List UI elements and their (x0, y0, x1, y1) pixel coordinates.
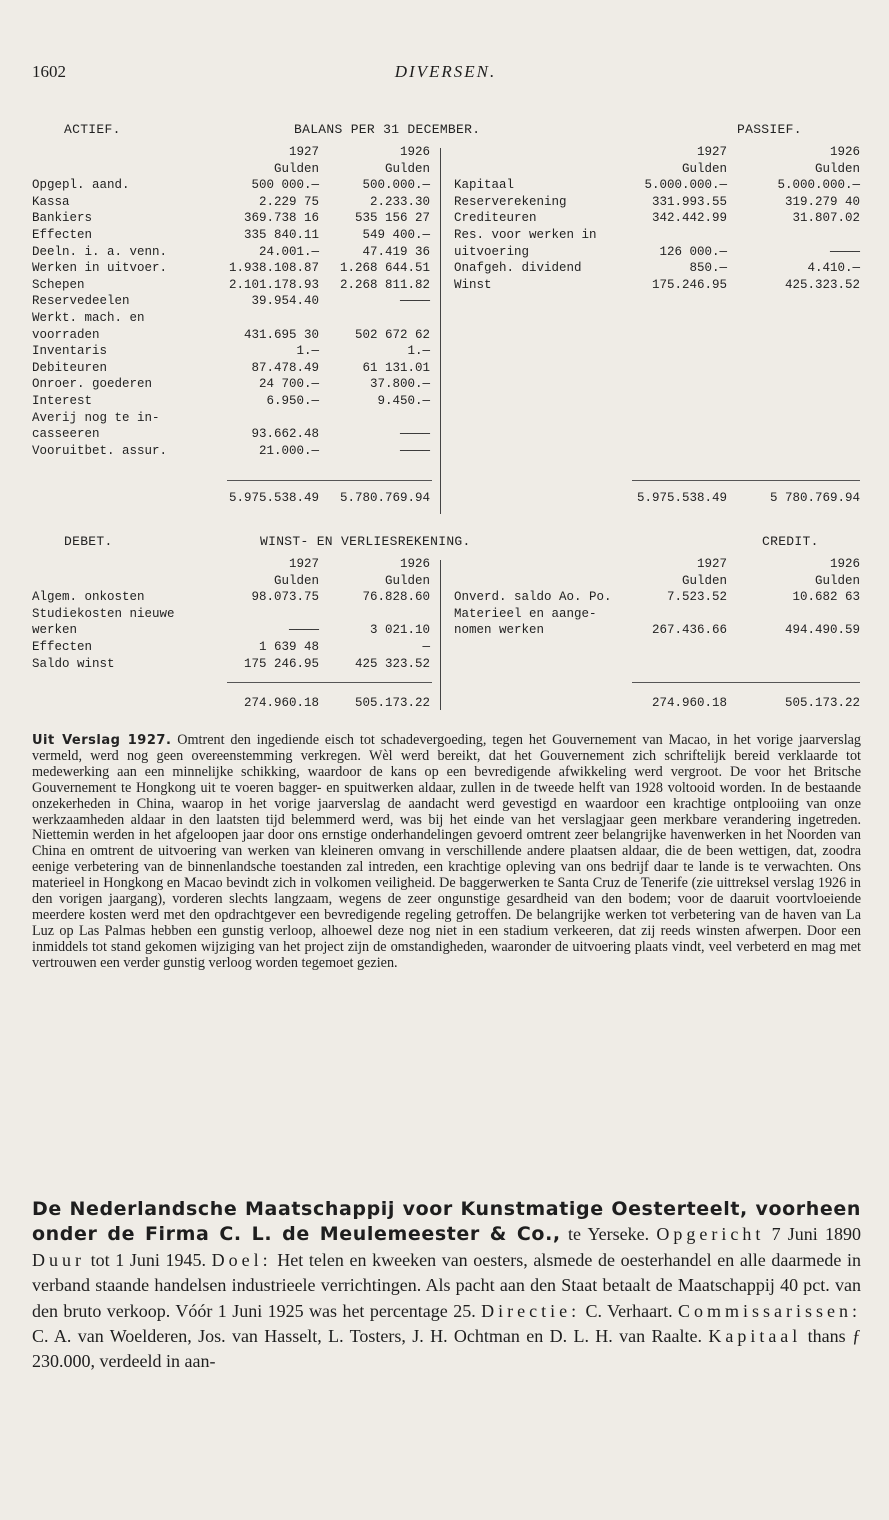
value-1926: 3 021.10 (369, 623, 430, 638)
pnl-total-row (32, 695, 861, 712)
row-label: Averij nog te in- (32, 410, 160, 425)
currency-label: Gulden (273, 573, 319, 588)
pnl-title: WINST- EN VERLIESREKENING. (260, 534, 471, 549)
value-1927: 175.246.95 (651, 277, 727, 292)
table-row (32, 343, 861, 360)
report-body: Omtrent den ingediende eisch tot schadevergoeding, tegen het Gouvernement van Macao, in het vorige jaarverslag vermeld, werd nog geen overeenstemming verkregen. Wèl werd bereikt, dat het Gouvernement zich schriftelijk bereid verklaarde tot medewerking aan een minnelijke schikking, waardoor de kans op een bevredigende afwikkeling werd vergroot. De voor het Britsche Gouvernement te Hongkong uit te voeren bagger- en spuitwerken aldaar, zullen in de tweede helft van 1928 voltooid worden. In de bestaande onzekerheden in China, waarop in het vorige jaarverslag de aandacht werd gevestigd en waardoor een krachtige ontplooiing van onze werkzaamheden aldaar in den laatsten tijd belemmerd werd, was bij het einde van het verslagjaar geen merkbare verandering ingetreden. Niettemin werden in het afgeloopen jaar door ons ernstige onderhandelingen gevoerd omtrent zeer belangrijke havenwerken in het Noorden van China en omtrent de uitvoering van werken van kleineren omvang in verschillende andere plaatsen aldaar, die de been wettigen, dat, zoodra eenige verbetering van de binnenlandsche toestanden zal intreden, een krachtige opleving van ons bedrijf daar te lande is te verwachten. Ons materieel in Hongkong en Macao bevindt zich in volkomen veiligheid. De baggerwerken te Santa Cruz de Tenerife (zie uittreksel verslag 1926 in den vorigen jaargang), vorderen slechts langzaam, wegens de zeer ongunstige gesardheid van den bodem; voor de daaruit voortvloeiende meerdere kosten werd met den opdrachtgever een bevredigende regeling getroffen. De belangrijke werken tot verbetering van de haven van La Luz op Las Palmas hebben een gunstig verloop, alhoewel deze nog niet in een stadium verkeeren, dat zij reeds winsten afwerpen. Door een inmiddels tot stand gekomen wijziging van het project zijn de omstandigheden, waaronder de uitvoering plaats vindt, veel verbeterd en mag met vertrouwen een verder gunstig verloog worden tegemoet gezien. (32, 732, 862, 971)
pnl-heading (32, 534, 859, 552)
table-row (32, 376, 861, 393)
value-1927: 7.523.52 (666, 590, 727, 605)
table-row (32, 210, 861, 227)
value-1927: 21.000.— (258, 443, 319, 458)
value-1927: 500 000.— (251, 178, 319, 193)
value-1926: 425 323.52 (354, 656, 430, 671)
balance-total-row (32, 490, 861, 507)
value-1926: ———— (399, 427, 430, 442)
table-row (32, 177, 861, 194)
report-heading: Uit Verslag 1927. (32, 733, 172, 748)
debit-total-rule (227, 682, 432, 683)
year-1926: 1926 (829, 557, 860, 571)
row-label: Kassa (32, 194, 70, 209)
value-1926: 5.000.000.— (777, 178, 860, 193)
value-1926: 1.— (407, 344, 430, 359)
row-label: Debiteuren (32, 360, 108, 375)
table-row (32, 639, 861, 656)
currency-label: Gulden (273, 161, 319, 176)
value-1927: 1.— (296, 344, 319, 359)
value-1927: ———— (288, 623, 319, 638)
label-doel: Doel: (211, 1249, 272, 1270)
value-1927: 6.950.— (266, 393, 319, 408)
value-1926: 61 131.01 (362, 360, 430, 375)
value-1927: 2.101.178.93 (228, 277, 319, 292)
row-label: Crediteuren (454, 211, 537, 226)
balance-title: BALANS PER 31 DECEMBER. (294, 122, 481, 137)
value-1926: 319.279 40 (784, 194, 860, 209)
total-credit-1926: 505.173.22 (784, 696, 860, 710)
table-row (32, 622, 861, 639)
row-label: Werken in uitvoer. (32, 261, 168, 276)
value-1927: 24 700.— (258, 377, 319, 392)
table-row (32, 260, 861, 277)
value-1926: 1.268 644.51 (339, 261, 430, 276)
total-assets-1927: 5.975.538.49 (228, 491, 319, 505)
company-entry (32, 1197, 861, 1375)
balance-heading (32, 122, 859, 140)
row-label: Onroer. goederen (32, 377, 153, 392)
total-debit-1927: 274.960.18 (243, 696, 319, 710)
credit-total-rule (632, 682, 860, 683)
value-1926: 37.800.— (369, 377, 430, 392)
value-1927: 342.442.99 (651, 211, 727, 226)
total-debit-1926: 505.173.22 (354, 696, 430, 710)
row-label: Interest (32, 393, 93, 408)
row-label: Werkt. mach. en (32, 310, 145, 325)
currency-label: Gulden (814, 161, 860, 176)
row-label: Kapitaal (454, 178, 515, 193)
row-label: Inventaris (32, 344, 108, 359)
row-label: werken (32, 623, 78, 638)
table-row (32, 277, 861, 294)
table-row (32, 443, 861, 460)
row-label: Effecten (32, 639, 93, 654)
year-1926: 1926 (399, 145, 430, 159)
row-label: Reservedeelen (32, 294, 130, 309)
table-row (32, 589, 861, 606)
currency-label: Gulden (681, 161, 727, 176)
value-1927: 98.073.75 (251, 590, 319, 605)
row-label: Bankiers (32, 211, 93, 226)
value-1927: 39.954.40 (251, 294, 319, 309)
annual-report-extract (32, 733, 861, 972)
table-row (32, 293, 861, 310)
year-1927: 1927 (696, 145, 727, 159)
value-1926: 425.323.52 (784, 277, 860, 292)
currency-label: Gulden (681, 573, 727, 588)
currency-row (32, 161, 861, 178)
table-row (32, 327, 861, 344)
value-1927: 431.695 30 (243, 327, 319, 342)
currency-row (32, 573, 861, 590)
year-1927: 1927 (288, 557, 319, 571)
row-label: Res. voor werken in (454, 227, 597, 242)
value-1927: 335 840.11 (243, 227, 319, 242)
currency-label: Gulden (384, 573, 430, 588)
label-kapitaal: Kapitaal (708, 1326, 802, 1347)
value-1926: 4.410.— (807, 261, 860, 276)
company-name: De Nederlandsche Maatschappij voor Kunstmatige Oesterteelt, voorheen onder de Firma C. L. de Meulemeester & Co., (32, 1198, 861, 1246)
credit-label: CREDIT. (762, 534, 819, 549)
value-1927: 1 639 48 (258, 639, 319, 654)
row-label: Algem. onkosten (32, 590, 145, 605)
year-row (32, 556, 861, 573)
duration: tot 1 Juni 1945. (90, 1249, 207, 1270)
value-1927: 24.001.— (258, 244, 319, 259)
table-row (32, 606, 861, 623)
value-1927: 1.938.108.87 (228, 261, 319, 276)
label-commissarissen: Commissarissen: (678, 1300, 862, 1321)
row-label: Studiekosten nieuwe (32, 606, 175, 621)
row-label: voorraden (32, 327, 100, 342)
pnl-table (32, 556, 861, 710)
actief-label: ACTIEF. (64, 122, 121, 137)
year-1927: 1927 (696, 557, 727, 571)
table-row (32, 310, 861, 327)
table-row (32, 393, 861, 410)
table-row (32, 227, 861, 244)
row-label: nomen werken (454, 623, 545, 638)
table-row (32, 194, 861, 211)
founding-date: 7 Juni 1890 (771, 1224, 862, 1245)
row-label: Schepen (32, 277, 85, 292)
passief-label: PASSIEF. (737, 122, 802, 137)
row-label: Deeln. i. a. venn. (32, 244, 168, 259)
currency-label: Gulden (384, 161, 430, 176)
table-row (32, 244, 861, 261)
row-label: Saldo winst (32, 656, 115, 671)
pnl-rows (32, 589, 861, 672)
value-1926: 549 400.— (362, 227, 430, 242)
currency-label: Gulden (814, 573, 860, 588)
label-duur: Duur (32, 1249, 85, 1270)
row-label: casseeren (32, 427, 100, 442)
directors: C. Verhaart. (585, 1300, 673, 1321)
year-1926: 1926 (829, 145, 860, 159)
total-liab-1926: 5 780.769.94 (769, 491, 860, 505)
value-1926: — (422, 639, 430, 654)
value-1927: 2.229 75 (258, 194, 319, 209)
value-1927: 175 246.95 (243, 656, 319, 671)
year-1927: 1927 (288, 145, 319, 159)
value-1926: 535 156 27 (354, 211, 430, 226)
value-1926: 2.268 811.82 (339, 277, 430, 292)
value-1926: 31.807.02 (792, 211, 860, 226)
page-number: 1602 (32, 62, 66, 81)
capital-text: thans ƒ 230.000, verdeeld in aan- (32, 1326, 862, 1372)
value-1926: 76.828.60 (362, 590, 430, 605)
row-label: Onverd. saldo Ao. Po. (454, 590, 612, 605)
value-1927: 126 000.— (659, 244, 727, 259)
value-1926: 502 672 62 (354, 327, 430, 342)
value-1926: ———— (829, 244, 860, 259)
value-1926: 500.000.— (362, 178, 430, 193)
page-header (32, 62, 859, 86)
value-1927: 331.993.55 (651, 194, 727, 209)
total-credit-1927: 274.960.18 (651, 696, 727, 710)
liab-total-rule (632, 480, 860, 481)
value-1927: 369.738 16 (243, 211, 319, 226)
table-row (32, 360, 861, 377)
label-directie: Directie: (481, 1300, 581, 1321)
purpose-text: Het telen en kweeken van oesters, alsmede de oesterhandel en alle daarmede in verband staande handelsen industrieele verrichtingen. Als pacht aan den Staat betaalt de Maatschappij 40 pct. van den bruto verkoop. Vóór 1 Juni 1925 was het percentage 25. (32, 1249, 861, 1321)
value-1927: 5.000.000.— (644, 178, 727, 193)
running-title: DIVERSEN. (394, 62, 497, 81)
label-opgericht: Opgericht (656, 1224, 765, 1245)
value-1926: 10.682 63 (792, 590, 860, 605)
center-divider (440, 560, 441, 710)
row-label: Opgepl. aand. (32, 178, 130, 193)
table-row (32, 426, 861, 443)
balance-table (32, 144, 861, 505)
value-1927: 267.436.66 (651, 623, 727, 638)
total-assets-1926: 5.780.769.94 (339, 491, 430, 505)
value-1926: 47.419 36 (362, 244, 430, 259)
row-label: uitvoering (454, 244, 530, 259)
center-divider (440, 148, 441, 514)
value-1926: ———— (399, 443, 430, 458)
row-label: Reserverekening (454, 194, 567, 209)
balance-rows (32, 177, 861, 459)
row-label: Effecten (32, 227, 93, 242)
value-1927: 87.478.49 (251, 360, 319, 375)
row-label: Onafgeh. dividend (454, 261, 582, 276)
table-row (32, 656, 861, 673)
table-row (32, 410, 861, 427)
value-1926: ———— (399, 294, 430, 309)
year-row (32, 144, 861, 161)
total-liab-1927: 5.975.538.49 (636, 491, 727, 505)
row-label: Winst (454, 277, 492, 292)
assets-total-rule (227, 480, 432, 481)
value-1926: 494.490.59 (784, 623, 860, 638)
debet-label: DEBET. (64, 534, 113, 549)
value-1926: 2.233.30 (369, 194, 430, 209)
row-label: Materieel en aange- (454, 606, 597, 621)
row-label: Vooruitbet. assur. (32, 443, 168, 458)
year-1926: 1926 (399, 557, 430, 571)
value-1927: 850.— (689, 261, 727, 276)
value-1927: 93.662.48 (251, 427, 319, 442)
company-location: te Yerseke. (567, 1224, 650, 1245)
commissioners: C. A. van Woelderen, Jos. van Hasselt, L. Tosters, J. H. Ochtman en D. L. H. van Raalte. (32, 1326, 702, 1347)
value-1926: 9.450.— (377, 393, 430, 408)
